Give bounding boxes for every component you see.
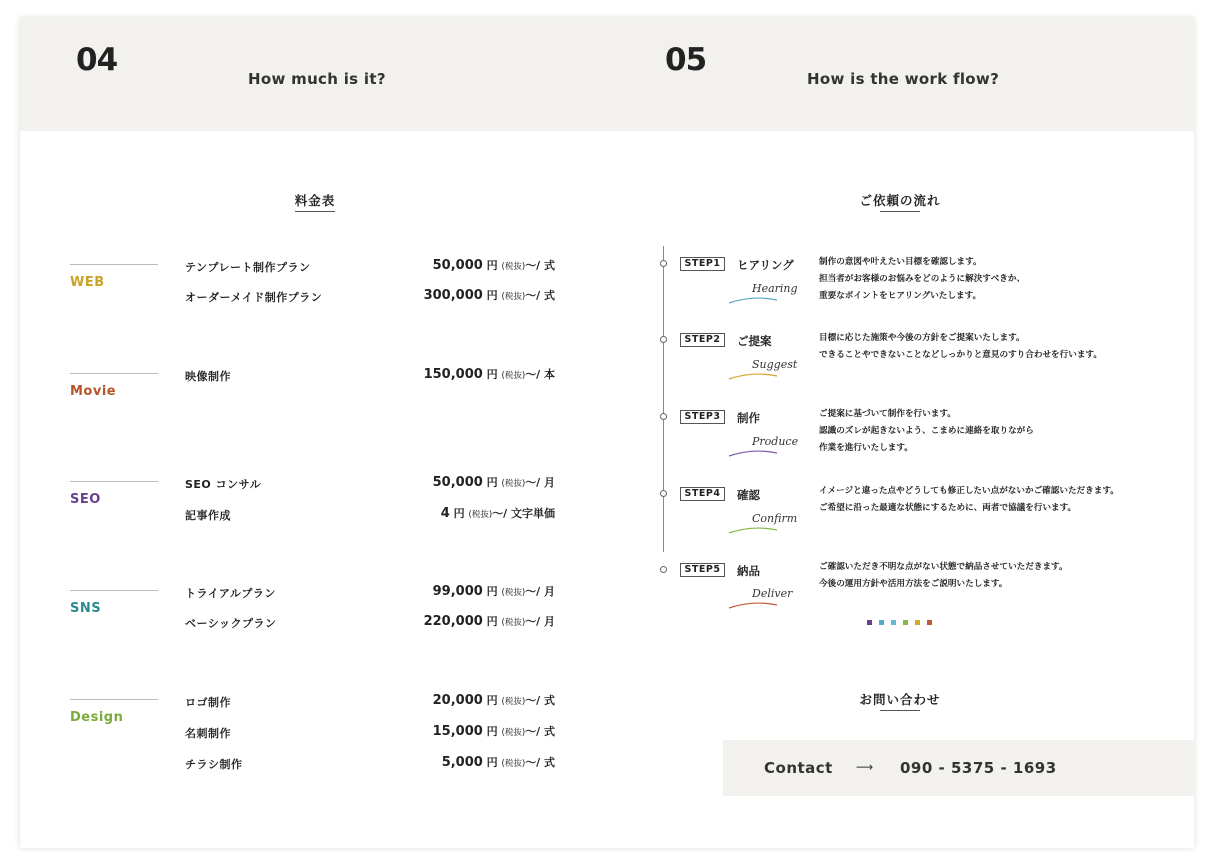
price-amount: 5,000 [441,755,483,770]
timeline-dot [660,566,667,573]
description-line: できることやできないことなどしっかりと意見のすり合わせを行います。 [819,350,1102,360]
contact-heading-underline [880,710,920,711]
description-line: 認識のズレが起きないよう、こまめに連絡を取りながら [819,426,1034,436]
color-square [903,620,908,625]
step-description [819,254,1025,305]
description-line: 目標に応じた施策や今後の方針をご提案いたします。 [819,333,1025,343]
step-tag: STEP2 [680,333,725,347]
swash-stroke [727,525,779,535]
price-unit: 円 [486,615,498,628]
price-suffix: 〜/ 月 [525,615,555,628]
contact-label: Contact [764,759,833,777]
price-tax: (税抜) [501,479,526,489]
price-suffix: 〜/ 式 [525,756,555,769]
step-tag: STEP4 [680,487,725,501]
step-tag: STEP1 [680,257,725,271]
price-unit: 円 [453,507,465,520]
category-web: WEB [70,275,105,290]
color-square [879,620,884,625]
step-description [819,330,1102,364]
description-line: イメージと違った点やどうしても修正したい点がないかご確認いただきます。 [819,486,1119,496]
step-signature: Deliver [752,587,793,600]
step-signature: Hearing [752,282,798,295]
swash-stroke [727,371,779,381]
price-tax: (税抜) [501,759,526,769]
price-unit: 円 [486,289,498,302]
section-number-04: 04 [76,42,118,78]
plan-name: ベーシックプラン [185,617,277,630]
price-unit: 円 [486,476,498,489]
description-line: 担当者がお客様のお悩みをどのように解決すべきか、 [819,274,1026,284]
step-signature: Suggest [752,358,798,371]
price-unit: 円 [486,259,498,272]
price-unit: 円 [486,368,498,381]
plan-price [442,754,555,770]
category-divider [70,264,158,265]
plan-name: ロゴ制作 [185,696,231,709]
pricing-heading: 料金表 [294,193,336,208]
contact-heading: お問い合わせ [859,692,941,707]
price-amount: 20,000 [432,693,483,708]
category-divider [70,590,158,591]
timeline-dot [660,413,667,420]
description-line: ご希望に沿った最適な状態にするために、両者で協議を行います。 [819,503,1077,513]
step-signature: Confirm [752,512,798,525]
timeline-dot [660,490,667,497]
swash-stroke [727,295,779,305]
price-suffix: 〜/ 式 [525,289,555,302]
plan-name: 名刺制作 [185,727,231,740]
price-tax: (税抜) [501,588,526,598]
price-suffix: 〜/ 文字単価 [492,507,555,520]
description-line: ご提案に基づいて制作を行います。 [819,409,956,419]
price-tax: (税抜) [501,728,526,738]
description-line: 今後の運用方針や活用方法をご説明いたします。 [819,579,1008,589]
plan-name: オーダーメイド制作プラン [185,291,323,304]
price-amount: 50,000 [432,475,483,490]
swash-stroke [727,600,779,610]
section-title-workflow: How is the work flow? [807,70,1000,88]
plan-price [433,692,555,708]
step-name: ヒアリング [737,258,794,272]
arrow-right-icon: ⟶ [856,760,874,774]
price-suffix: 〜/ 式 [525,725,555,738]
step-description [819,483,1119,517]
plan-name: チラシ制作 [185,758,243,771]
step-tag: STEP3 [680,410,725,424]
step-signature: Produce [752,435,799,448]
price-tax: (税抜) [468,510,493,520]
price-tax: (税抜) [501,697,526,707]
price-amount: 15,000 [432,724,483,739]
category-movie: Movie [70,384,117,399]
description-line: 重要なポイントをヒアリングいたします。 [819,291,982,301]
price-suffix: 〜/ 式 [525,259,555,272]
header-band [20,18,1194,131]
section-number-05: 05 [665,42,707,78]
plan-name: 映像制作 [185,370,231,383]
price-amount: 150,000 [423,367,483,382]
step-tag: STEP5 [680,563,725,577]
price-unit: 円 [486,725,498,738]
pricing-heading-underline [295,211,335,212]
step-description [819,559,1068,593]
plan-name: テンプレート制作プラン [185,261,311,274]
category-seo: SEO [70,492,101,507]
plan-name: トライアルプラン [185,587,276,600]
price-amount: 300,000 [423,288,483,303]
category-sns: SNS [70,601,102,616]
plan-price [433,583,555,599]
step-name: ご提案 [737,334,772,348]
price-suffix: 〜/ 式 [525,694,555,707]
price-unit: 円 [486,756,498,769]
plan-price [424,287,555,303]
timeline-line [663,246,664,552]
plan-price [424,366,555,382]
step-name: 制作 [737,411,760,425]
timeline-dot [660,336,667,343]
price-amount: 99,000 [432,584,483,599]
color-square [891,620,896,625]
step-name: 確認 [737,488,760,502]
plan-price [424,613,555,629]
price-unit: 円 [486,585,498,598]
price-amount: 4 [440,506,450,521]
plan-price [441,505,555,521]
plan-name: 記事作成 [185,509,231,522]
price-tax: (税抜) [501,262,526,272]
step-description [819,406,1034,457]
step-name: 納品 [737,564,760,578]
price-suffix: 〜/ 月 [525,476,555,489]
color-square [915,620,920,625]
price-amount: 220,000 [423,614,483,629]
swash-stroke [727,448,779,458]
description-line: 作業を進行いたします。 [819,443,913,453]
category-divider [70,699,158,700]
flow-heading-underline [880,211,920,212]
price-tax: (税抜) [501,292,526,302]
category-divider [70,373,158,374]
plan-name: SEO コンサル [185,478,262,491]
timeline-dot [660,260,667,267]
price-suffix: 〜/ 本 [525,368,555,381]
plan-price [433,723,555,739]
price-tax: (税抜) [501,371,526,381]
flow-heading: ご依頼の流れ [859,193,941,208]
contact-phone-link[interactable]: 090 - 5375 - 1693 [900,759,1057,777]
category-divider [70,481,158,482]
price-unit: 円 [486,694,498,707]
color-square [867,620,872,625]
price-amount: 50,000 [432,258,483,273]
price-tax: (税抜) [501,618,526,628]
price-suffix: 〜/ 月 [525,585,555,598]
description-line: ご確認いただき不明な点がない状態で納品させていただきます。 [819,562,1068,572]
section-title-pricing: How much is it? [248,70,386,88]
category-design: Design [70,710,124,725]
color-square [927,620,932,625]
plan-price [433,474,555,490]
description-line: 制作の意図や叶えたい目標を確認します。 [819,257,982,267]
plan-price [433,257,555,273]
